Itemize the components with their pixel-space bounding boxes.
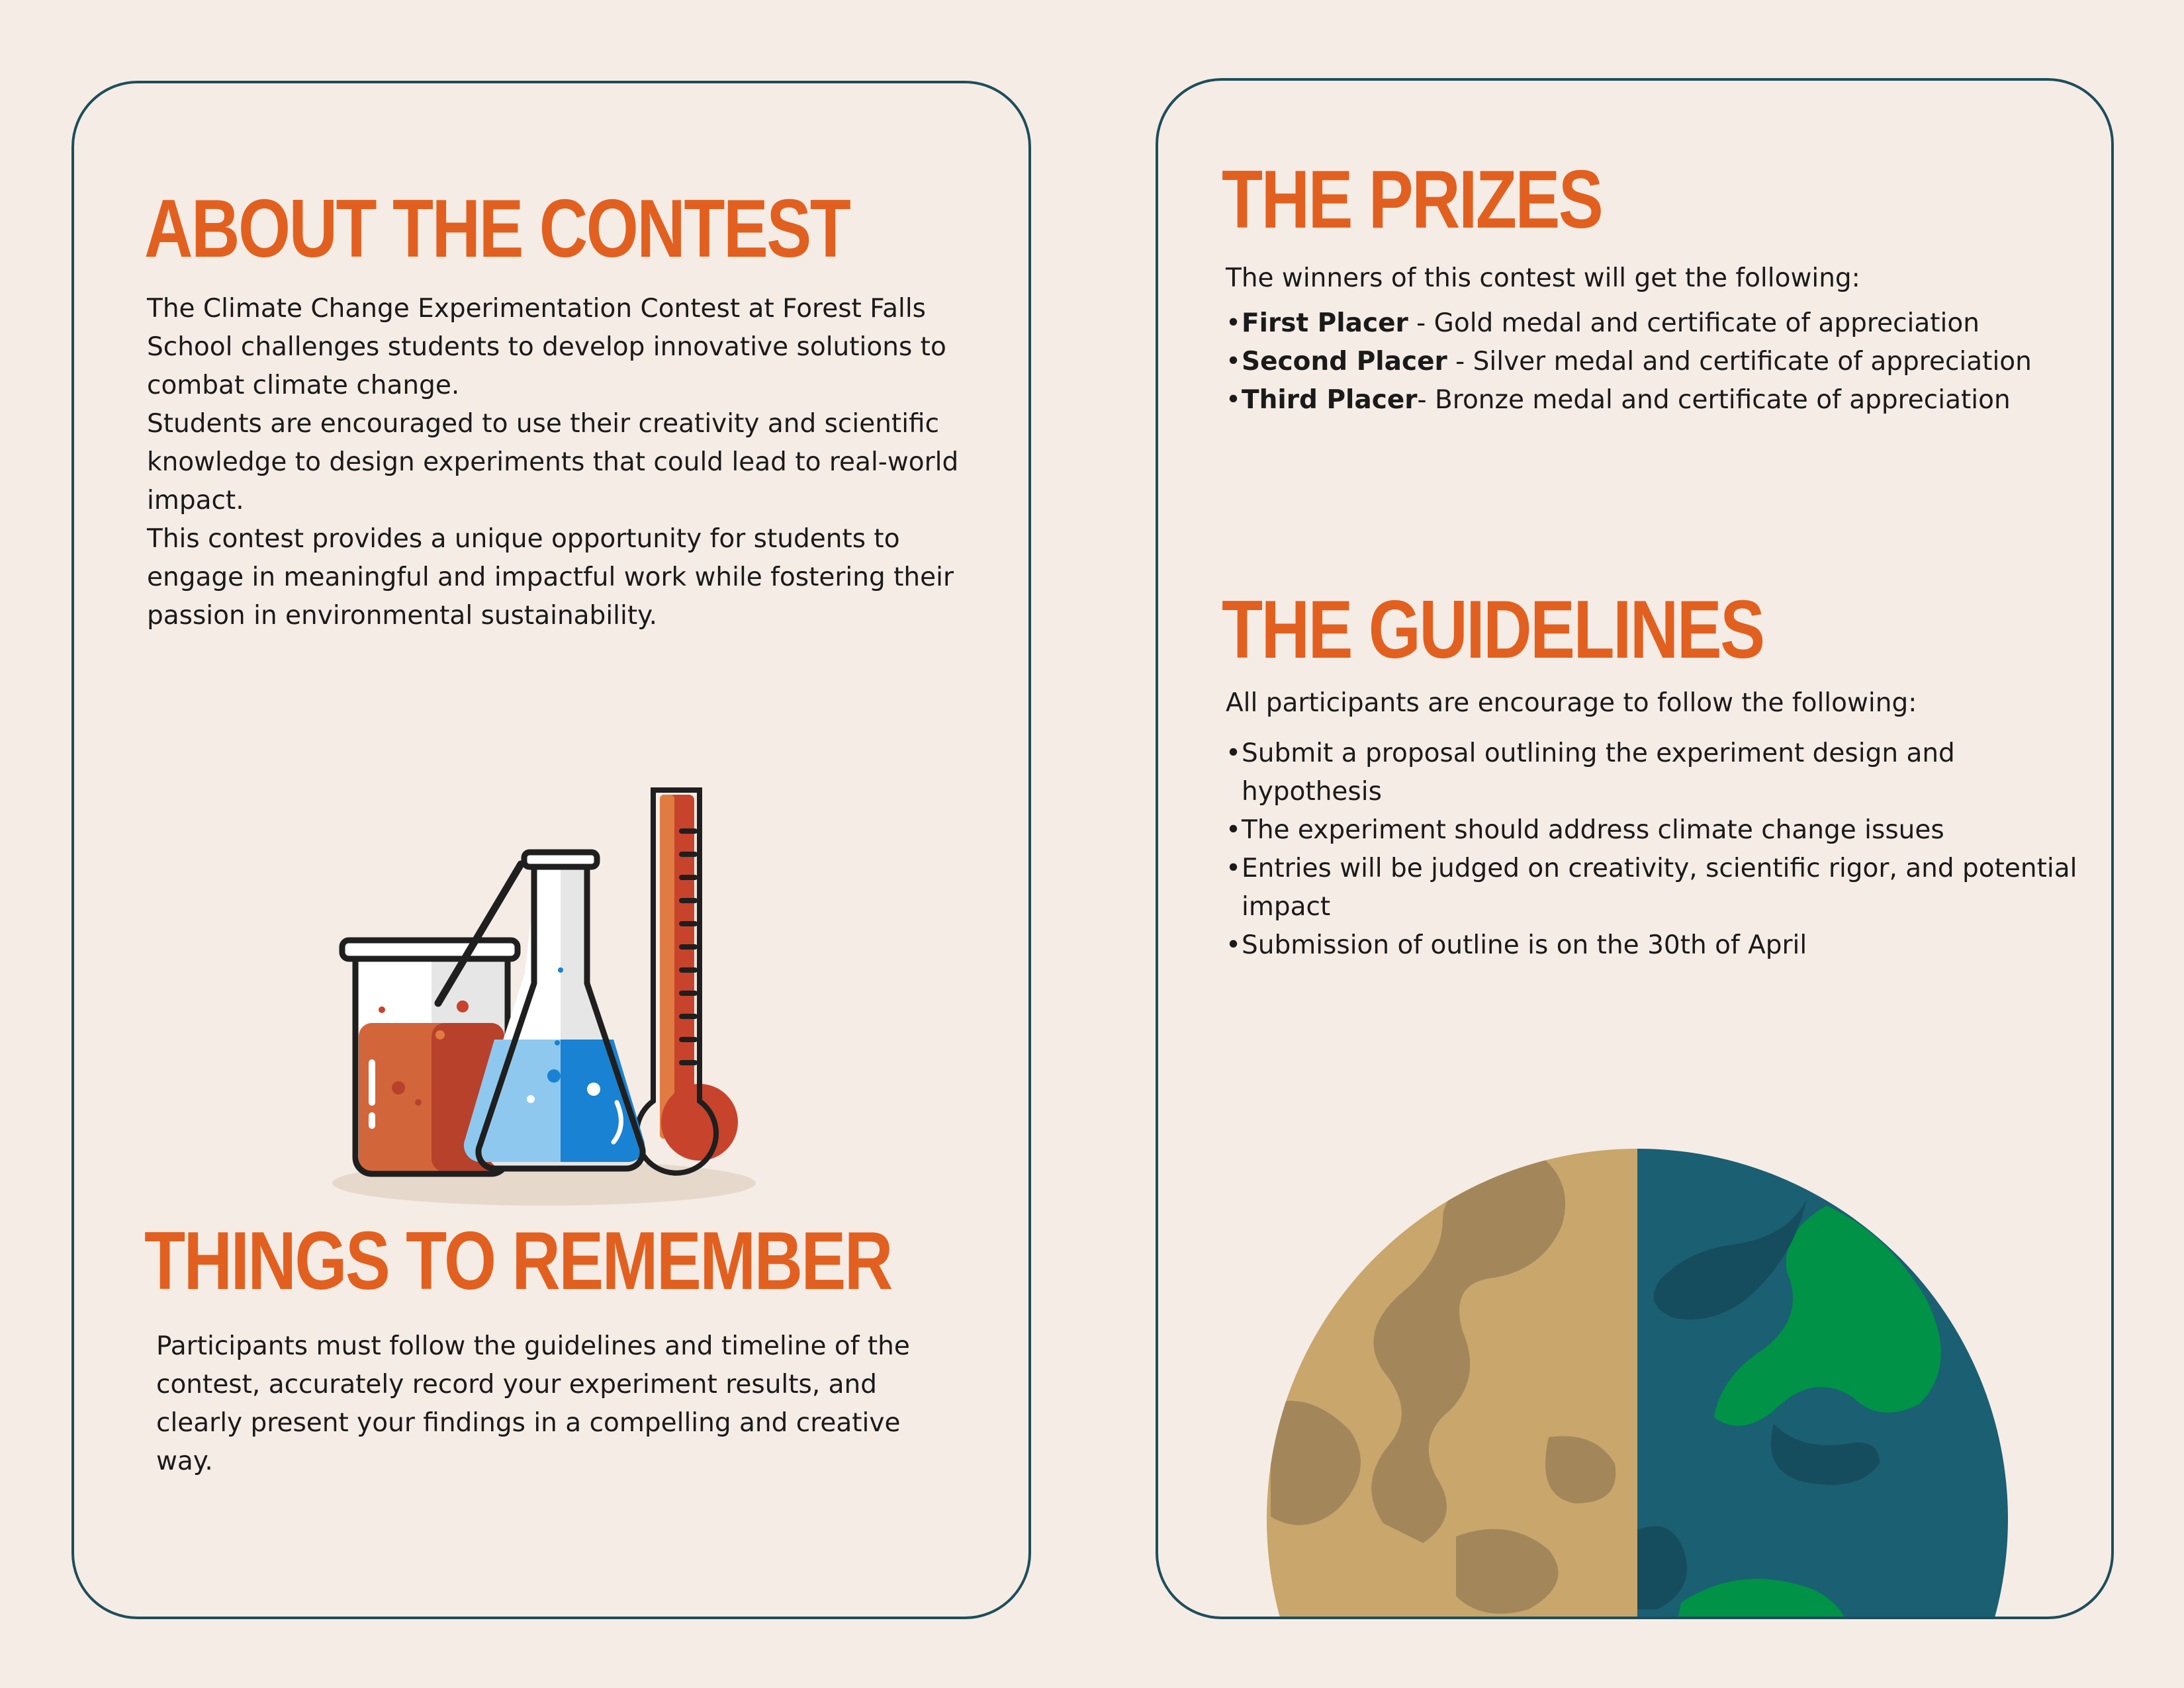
about-paragraph: This contest provides a unique opportunity for students to engage in meaningful and impactful work while fostering their passion in environmental sustainability.	[147, 524, 954, 631]
prizes-intro: The winners of this contest will get the following:	[1226, 263, 1860, 293]
prizes-body	[1226, 259, 2106, 420]
earth-globe-icon	[1257, 1139, 2017, 1619]
guideline-text: Submission of outline is on the 30th of April	[1242, 930, 1807, 960]
prize-place: Second Placer	[1242, 347, 1447, 377]
prize-desc: - Silver medal and certificate of appreciation	[1447, 347, 2032, 377]
about-paragraph: The Climate Change Experimentation Contest at Forest Falls School challenges students to develop innovative solutions to combat climate change.	[147, 294, 946, 400]
list-item	[1226, 926, 2086, 965]
guideline-text: Entries will be judged on creativity, scientific rigor, and potential impact	[1242, 854, 2077, 922]
prize-desc: - Gold medal and certificate of appreciation	[1408, 308, 1979, 338]
list-item	[1226, 304, 2106, 343]
prizes-list	[1226, 304, 2106, 420]
prize-place: Third Placer	[1242, 385, 1418, 415]
bullet-icon: •	[1226, 738, 1242, 768]
left-panel	[71, 81, 1031, 1619]
list-item	[1226, 850, 2086, 926]
bullet-icon: •	[1226, 854, 1242, 883]
right-panel	[1156, 78, 2114, 1619]
about-body	[147, 290, 1001, 635]
list-item	[1226, 811, 2086, 850]
bullet-icon: •	[1226, 815, 1242, 845]
bullet-icon: •	[1226, 385, 1242, 415]
prizes-heading: THE PRIZES	[1222, 154, 1602, 245]
guideline-text: Submit a proposal outlining the experiment design and hypothesis	[1242, 738, 1955, 807]
remember-body	[156, 1327, 931, 1481]
about-paragraph: Students are encouraged to use their creativity and scientific knowledge to design experiments that could lead to real-world impact.	[147, 409, 959, 515]
list-item	[1226, 381, 2106, 420]
remember-heading: THINGS TO REMEMBER	[144, 1216, 891, 1307]
list-item	[1226, 343, 2106, 381]
prize-place: First Placer	[1242, 308, 1408, 338]
thermometer-icon	[637, 790, 738, 1173]
prize-desc: - Bronze medal and certificate of appreciation	[1417, 385, 2011, 415]
about-heading: ABOUT THE CONTEST	[144, 183, 850, 275]
bullet-icon: •	[1226, 930, 1242, 960]
guidelines-list	[1226, 734, 2086, 965]
guidelines-body	[1226, 684, 2086, 965]
list-item	[1226, 734, 2086, 811]
guidelines-intro: All participants are encourage to follow the following:	[1226, 688, 1917, 718]
guideline-text: The experiment should address climate change issues	[1242, 815, 1944, 845]
lab-glassware-icon	[319, 705, 809, 1222]
bullet-icon: •	[1226, 347, 1242, 377]
bullet-icon: •	[1226, 308, 1242, 338]
guidelines-heading: THE GUIDELINES	[1222, 584, 1764, 676]
remember-text: Participants must follow the guidelines and timeline of the contest, accurately record your experiment results, and clearly present your findings in a compelling and creative way.	[156, 1331, 910, 1476]
